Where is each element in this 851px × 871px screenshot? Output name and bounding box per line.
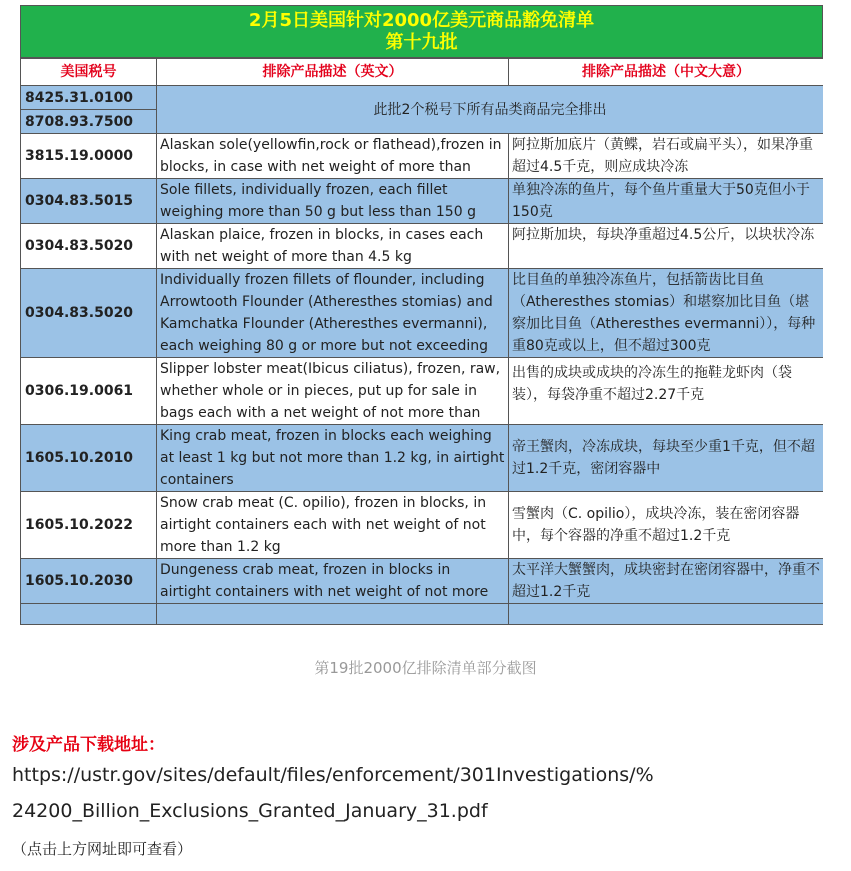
table-row bbox=[21, 269, 824, 358]
desc-en-text: Snow crab meat (C. opilio), frozen in blocks, in airtight containers each with net weight of not more than 1.2 kg bbox=[160, 495, 487, 555]
code-cell: 0304.83.5020 bbox=[21, 269, 157, 358]
table-title-line-2: 第十九批 bbox=[385, 31, 458, 53]
download-heading: 涉及产品下载地址： bbox=[12, 735, 165, 755]
desc-cn-cell bbox=[509, 134, 824, 179]
exclusion-table-screenshot bbox=[20, 5, 823, 636]
table-row bbox=[21, 134, 824, 179]
desc-cn-cell bbox=[509, 559, 824, 604]
code-cell: 8425.31.0100 bbox=[21, 86, 157, 110]
full-exclusion-note: 此批2个税号下所有品类商品完全排出 bbox=[157, 86, 824, 134]
image-caption: 第19批2000亿排除清单部分截图 bbox=[314, 659, 537, 677]
desc-en-text: Slipper lobster meat(Ibicus ciliatus), frozen, raw, whether whole or in pieces, put up for sale in bags each with a net weight of not more than bbox=[160, 361, 501, 421]
download-url-line-2[interactable]: 24200_Billion_Exclusions_Granted_January_31.pdf bbox=[12, 800, 488, 822]
desc-cn-cell bbox=[509, 179, 824, 224]
desc-en-cell bbox=[157, 358, 509, 425]
desc-cn-text: 阿拉斯加底片（黄鲽，岩石或扁平头），如果净重超过4.5千克，则应成块冷冻 bbox=[512, 137, 813, 175]
desc-en-cell bbox=[157, 134, 509, 179]
code-cell: 0304.83.5015 bbox=[21, 179, 157, 224]
desc-cn-text: 雪蟹肉（C. opilio），成块冷冻，装在密闭容器中，每个容器的净重不超过1.2千克 bbox=[512, 506, 800, 544]
code-cell: 3815.19.0000 bbox=[21, 134, 157, 179]
desc-cn-text: 出售的成块或成块的冷冻生的拖鞋龙虾肉（袋装），每袋净重不超过2.27千克 bbox=[512, 365, 792, 403]
table-row bbox=[21, 179, 824, 224]
code-cell: 0306.19.0061 bbox=[21, 358, 157, 425]
desc-cn-text: 阿拉斯加块，每块净重超过4.5公斤，以块状冷冻 bbox=[512, 227, 815, 243]
table-title-line-1: 2月5日美国针对2000亿美元商品豁免清单 bbox=[248, 9, 595, 31]
desc-cn-cell bbox=[509, 224, 824, 269]
desc-cn-text: 帝王蟹肉，冷冻成块，每块至少重1千克，但不超过1.2千克，密闭容器中 bbox=[512, 439, 815, 477]
table-row bbox=[21, 86, 824, 110]
desc-en-text: Sole fillets, individually frozen, each fillet weighing more than 50 g but less than 150 g bbox=[160, 182, 476, 220]
desc-cn-cell bbox=[509, 358, 824, 425]
table-row bbox=[21, 492, 824, 559]
header-cn: 排除产品描述（中文大意） bbox=[509, 59, 824, 86]
table-row bbox=[21, 224, 824, 269]
desc-cn-text: 单独冷冻的鱼片，每个鱼片重量大于50克但小于150克 bbox=[512, 182, 810, 220]
desc-cn-cell bbox=[509, 425, 824, 492]
code-cell: 8708.93.7500 bbox=[21, 110, 157, 134]
download-url-line-1[interactable]: https://ustr.gov/sites/default/files/enforcement/301Investigations/% bbox=[12, 764, 654, 786]
table-row bbox=[21, 604, 824, 625]
desc-cn-cell bbox=[509, 269, 824, 358]
exclusion-table bbox=[20, 58, 823, 625]
code-cell: 1605.10.2030 bbox=[21, 559, 157, 604]
cut-off-cell bbox=[509, 604, 824, 625]
desc-en-cell bbox=[157, 269, 509, 358]
desc-cn-text: 比目鱼的单独冷冻鱼片，包括箭齿比目鱼（Atheresthes stomias）和堪察加比目鱼（堪察加比目鱼（Atheresthes evermanni）），每种重80克或以上，但不超过300克 bbox=[512, 272, 816, 354]
desc-en-text: Individually frozen fillets of flounder, including Arrowtooth Flounder (Atheresthes stomias) and Kamchatka Flounder (Atheresthes evermanni), each weighing 80 g or more but not exceeding bbox=[160, 272, 493, 354]
desc-cn-text: 太平洋大蟹蟹肉，成块密封在密闭容器中，净重不超过1.2千克 bbox=[512, 562, 820, 600]
table-row bbox=[21, 559, 824, 604]
desc-en-cell bbox=[157, 492, 509, 559]
table-header-row bbox=[21, 59, 824, 86]
desc-en-text: King crab meat, frozen in blocks each weighing at least 1 kg but not more than 1.2 kg, in airtight containers bbox=[160, 428, 505, 488]
desc-en-text: Alaskan plaice, frozen in blocks, in cases each with net weight of more than 4.5 kg bbox=[160, 227, 484, 265]
desc-en-cell bbox=[157, 224, 509, 269]
desc-en-cell bbox=[157, 559, 509, 604]
table-row bbox=[21, 358, 824, 425]
code-cell: 1605.10.2022 bbox=[21, 492, 157, 559]
desc-en-text: Dungeness crab meat, frozen in blocks in airtight containers with net weight of not more bbox=[160, 562, 489, 600]
header-en: 排除产品描述（英文） bbox=[157, 59, 509, 86]
cut-off-cell bbox=[21, 604, 157, 625]
desc-cn-cell bbox=[509, 492, 824, 559]
header-code: 美国税号 bbox=[21, 59, 157, 86]
cut-off-cell bbox=[157, 604, 509, 625]
table-row bbox=[21, 425, 824, 492]
code-cell: 0304.83.5020 bbox=[21, 224, 157, 269]
code-cell: 1605.10.2010 bbox=[21, 425, 157, 492]
desc-en-text: Alaskan sole(yellowfin,rock or flathead),frozen in blocks, in case with net weight of more than bbox=[160, 137, 502, 175]
desc-en-cell bbox=[157, 425, 509, 492]
desc-en-cell bbox=[157, 179, 509, 224]
download-note: （点击上方网址即可查看） bbox=[12, 840, 193, 858]
table-title bbox=[20, 5, 823, 58]
